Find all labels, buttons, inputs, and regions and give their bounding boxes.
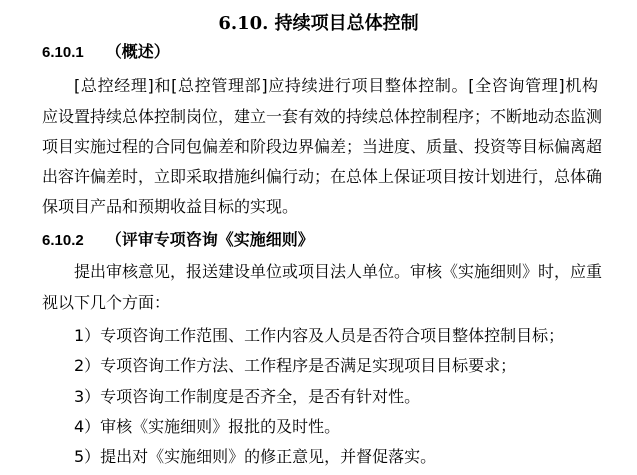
paragraph-line: 保项目产品和预期收益目标的实现。 bbox=[42, 197, 299, 216]
paragraph-line: [总控经理]和[总控管理部]应持续进行项目整体控制。[全咨询管理]机构 bbox=[74, 76, 598, 95]
subsection-heading-6-10-1 bbox=[42, 42, 170, 63]
subsection-number: 6.10.1 bbox=[42, 44, 84, 61]
paragraph-line: 视以下几个方面： bbox=[42, 293, 171, 312]
subsection-title: （概述） bbox=[105, 42, 170, 61]
subsection-number: 6.10.2 bbox=[42, 232, 84, 249]
list-item: 1）专项咨询工作范围、工作内容及人员是否符合项目整体控制目标； bbox=[74, 326, 565, 345]
section-title: 6.10. 持续项目总体控制 bbox=[218, 13, 419, 34]
paragraph-line: 提出审核意见，报送建设单位或项目法人单位。审核《实施细则》时，应重 bbox=[74, 262, 603, 281]
subsection-heading-6-10-2 bbox=[42, 230, 314, 251]
paragraph-line: 出容许偏差时，立即采取措施纠偏行动；在总体上保证项目按计划进行，总体确 bbox=[42, 167, 603, 186]
list-item: 3）专项咨询工作制度是否齐全，是否有针对性。 bbox=[74, 387, 421, 406]
list-item: 4）审核《实施细则》报批的及时性。 bbox=[74, 417, 341, 436]
list-item: 5）提出对《实施细则》的修正意见，并督促落实。 bbox=[74, 447, 437, 466]
paragraph-line: 项目实施过程的合同包偏差和阶段边界偏差；当进度、质量、投资等目标偏离超 bbox=[42, 137, 603, 156]
paragraph-line: 应设置持续总体控制岗位，建立一套有效的持续总体控制程序；不断地动态监测 bbox=[42, 107, 603, 126]
list-item: 2）专项咨询工作方法、工作程序是否满足实现项目目标要求； bbox=[74, 356, 517, 375]
subsection-title: （评审专项咨询《实施细则》 bbox=[105, 230, 314, 249]
